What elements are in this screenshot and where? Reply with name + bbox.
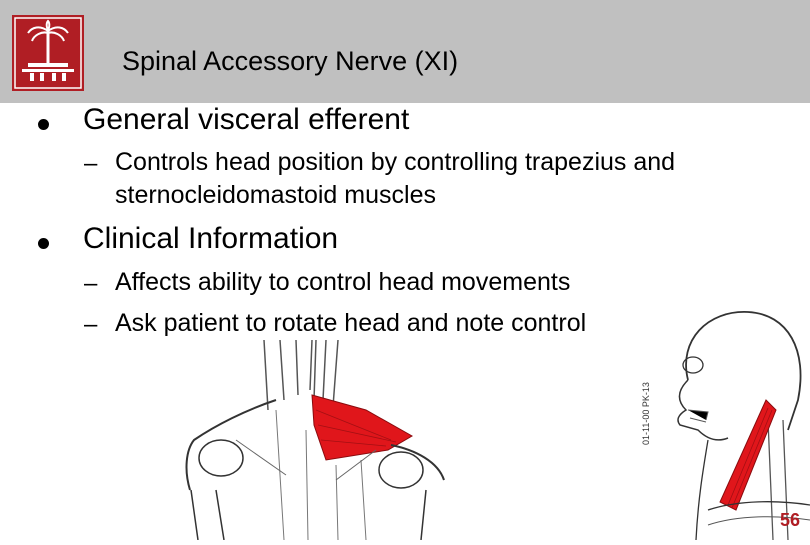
sub-bullet-dash: – (84, 270, 98, 297)
sub-bullet-controls-line1: Controls head position by controlling trapezius and (115, 148, 676, 176)
trapezius-illustration (176, 340, 446, 540)
sub-bullet-head-movements: Affects ability to control head movements (115, 268, 571, 296)
image-credit: 01-11-00 PK-13 (641, 382, 651, 445)
bullet-general-visceral-efferent: General visceral efferent (83, 103, 410, 136)
sub-bullet-dash: – (84, 150, 98, 177)
page-number: 56 (780, 510, 801, 530)
bullet-dot (38, 119, 49, 130)
bullet-dot (38, 238, 49, 249)
bullet-clinical-information: Clinical Information (83, 222, 339, 255)
sub-bullet-rotate-head: Ask patient to rotate head and note control (115, 309, 587, 337)
sternocleidomastoid-illustration (648, 300, 810, 540)
university-logo (12, 15, 84, 91)
sub-bullet-dash: – (84, 311, 98, 338)
slide-title: Spinal Accessory Nerve (XI) (122, 46, 459, 76)
sub-bullet-controls-line2: sternocleidomastoid muscles (115, 181, 436, 209)
